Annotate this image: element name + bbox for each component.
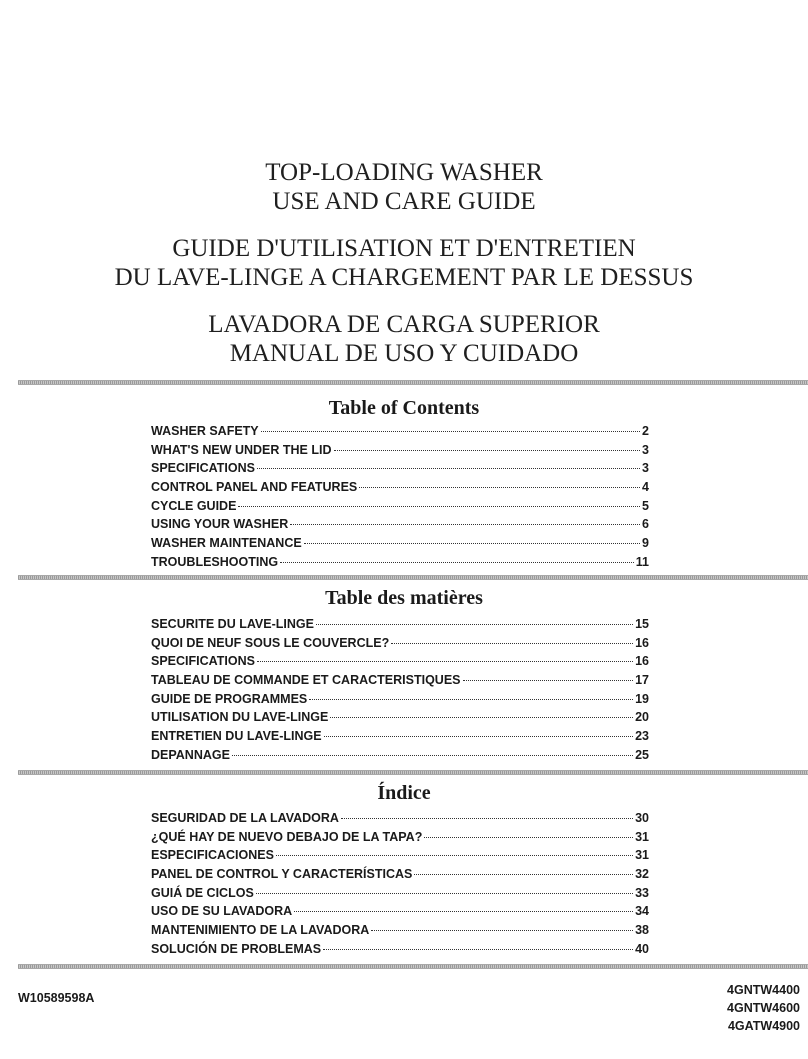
toc-list-french (151, 617, 649, 767)
toc-page: 31 (635, 848, 649, 863)
toc-page: 4 (642, 480, 649, 495)
title-french (0, 234, 808, 292)
model-number: 4GNTW4400 (727, 983, 800, 997)
toc-entry[interactable] (151, 729, 649, 748)
toc-page: 5 (642, 498, 649, 513)
toc-page: 40 (635, 941, 649, 956)
toc-page: 20 (635, 710, 649, 725)
toc-entry[interactable] (151, 811, 649, 830)
toc-page: 23 (635, 729, 649, 744)
model-numbers (727, 981, 800, 1035)
toc-label: CONTROL PANEL AND FEATURES (151, 480, 358, 495)
toc-page: 17 (635, 673, 649, 688)
toc-entry[interactable] (151, 710, 649, 729)
toc-leader (257, 468, 640, 469)
toc-label: SECURITE DU LAVE-LINGE (151, 617, 314, 631)
toc-heading-english: Table of Contents (328, 397, 480, 419)
toc-leader (334, 450, 641, 451)
title-spanish (0, 310, 808, 368)
toc-leader (232, 755, 633, 756)
toc-page: 32 (635, 867, 649, 882)
title-english (0, 158, 808, 216)
toc-list-spanish (151, 811, 649, 961)
toc-page: 3 (642, 442, 649, 457)
toc-leader (238, 506, 640, 507)
title-line: USE AND CARE GUIDE (272, 188, 536, 215)
toc-entry[interactable] (151, 636, 649, 655)
toc-entry[interactable] (151, 830, 649, 849)
toc-entry[interactable] (151, 480, 649, 499)
toc-entry[interactable] (151, 555, 649, 574)
toc-label: WASHER SAFETY (151, 424, 259, 438)
toc-entry[interactable] (151, 748, 649, 767)
toc-leader (414, 874, 633, 875)
toc-entry[interactable] (151, 654, 649, 673)
toc-leader (290, 524, 640, 525)
toc-page: 38 (635, 923, 649, 938)
toc-entry[interactable] (151, 942, 649, 961)
model-number: 4GNTW4600 (727, 1001, 800, 1015)
toc-entry[interactable] (151, 886, 649, 905)
toc-page: 25 (635, 747, 649, 762)
toc-leader (341, 818, 633, 819)
toc-leader (463, 680, 634, 681)
toc-page: 33 (635, 885, 649, 900)
toc-leader (359, 487, 640, 488)
part-number: W10589598A (18, 991, 95, 1005)
section-divider (18, 964, 808, 969)
toc-label: SPECIFICATIONS (151, 461, 255, 476)
toc-entry[interactable] (151, 461, 649, 480)
toc-label: GUIDE DE PROGRAMMES (151, 691, 308, 706)
toc-page: 19 (635, 691, 649, 706)
toc-page: 15 (635, 617, 649, 631)
toc-page: 16 (635, 654, 649, 669)
toc-label: SOLUCIÓN DE PROBLEMAS (151, 941, 322, 956)
toc-entry[interactable] (151, 443, 649, 462)
toc-leader (330, 717, 633, 718)
toc-label: TABLEAU DE COMMANDE ET CARACTERISTIQUES (151, 673, 461, 688)
toc-label: USING YOUR WASHER (151, 517, 289, 532)
toc-entry[interactable] (151, 848, 649, 867)
toc-leader (280, 562, 634, 563)
toc-page: 16 (635, 635, 649, 650)
title-line: DU LAVE-LINGE A CHARGEMENT PAR LE DESSUS (114, 264, 694, 291)
toc-leader (371, 930, 633, 931)
title-line: LAVADORA DE CARGA SUPERIOR (208, 311, 600, 338)
toc-entry[interactable] (151, 904, 649, 923)
toc-label: UTILISATION DU LAVE-LINGE (151, 710, 329, 725)
title-line: MANUAL DE USO Y CUIDADO (229, 340, 579, 367)
toc-entry[interactable] (151, 692, 649, 711)
section-divider (18, 575, 808, 580)
toc-label: ESPECIFICACIONES (151, 848, 274, 863)
section-divider (18, 380, 808, 385)
toc-leader (261, 431, 640, 432)
toc-entry[interactable] (151, 424, 649, 443)
toc-page: 2 (642, 424, 649, 438)
toc-page: 11 (635, 554, 649, 569)
document-titles (0, 158, 808, 368)
toc-label: GUIÁ DE CICLOS (151, 885, 254, 900)
toc-leader (294, 911, 633, 912)
toc-label: WASHER MAINTENANCE (151, 536, 302, 551)
toc-list-english (151, 424, 649, 574)
toc-leader (323, 949, 633, 950)
title-line: TOP-LOADING WASHER (265, 159, 543, 186)
toc-entry[interactable] (151, 536, 649, 555)
section-divider (18, 770, 808, 775)
toc-leader (324, 736, 633, 737)
title-line: GUIDE D'UTILISATION ET D'ENTRETIEN (172, 235, 636, 262)
toc-label: WHAT'S NEW UNDER THE LID (151, 442, 332, 457)
toc-page: 30 (635, 811, 649, 825)
toc-page: 31 (635, 829, 649, 844)
toc-page: 9 (642, 536, 649, 551)
toc-page: 3 (642, 461, 649, 476)
toc-heading-french: Table des matières (325, 587, 483, 609)
toc-leader (309, 699, 633, 700)
toc-label: MANTENIMIENTO DE LA LAVADORA (151, 923, 370, 938)
toc-leader (304, 543, 640, 544)
toc-entry[interactable] (151, 617, 649, 636)
toc-leader (256, 893, 633, 894)
toc-label: USO DE SU LAVADORA (151, 904, 293, 919)
toc-label: ¿QUÉ HAY DE NUEVO DEBAJO DE LA TAPA? (151, 829, 423, 844)
toc-heading-spanish: Índice (377, 782, 431, 804)
toc-label: PANEL DE CONTROL Y CARACTERÍSTICAS (151, 867, 413, 882)
toc-label: TROUBLESHOOTING (151, 554, 279, 569)
toc-entry[interactable] (151, 923, 649, 942)
toc-label: ENTRETIEN DU LAVE-LINGE (151, 729, 322, 744)
toc-leader (276, 855, 633, 856)
toc-label: SEGURIDAD DE LA LAVADORA (151, 811, 339, 825)
toc-leader (257, 661, 633, 662)
toc-label: CYCLE GUIDE (151, 498, 237, 513)
toc-page: 34 (635, 904, 649, 919)
toc-entry[interactable] (151, 517, 649, 536)
model-number: 4GATW4900 (727, 1019, 800, 1033)
toc-page: 6 (642, 517, 649, 532)
toc-entry[interactable] (151, 673, 649, 692)
toc-label: SPECIFICATIONS (151, 654, 255, 669)
toc-label: QUOI DE NEUF SOUS LE COUVERCLE? (151, 635, 390, 650)
toc-leader (316, 624, 633, 625)
toc-leader (391, 643, 633, 644)
toc-entry[interactable] (151, 499, 649, 518)
toc-entry[interactable] (151, 867, 649, 886)
toc-leader (424, 837, 633, 838)
toc-label: DEPANNAGE (151, 747, 230, 762)
